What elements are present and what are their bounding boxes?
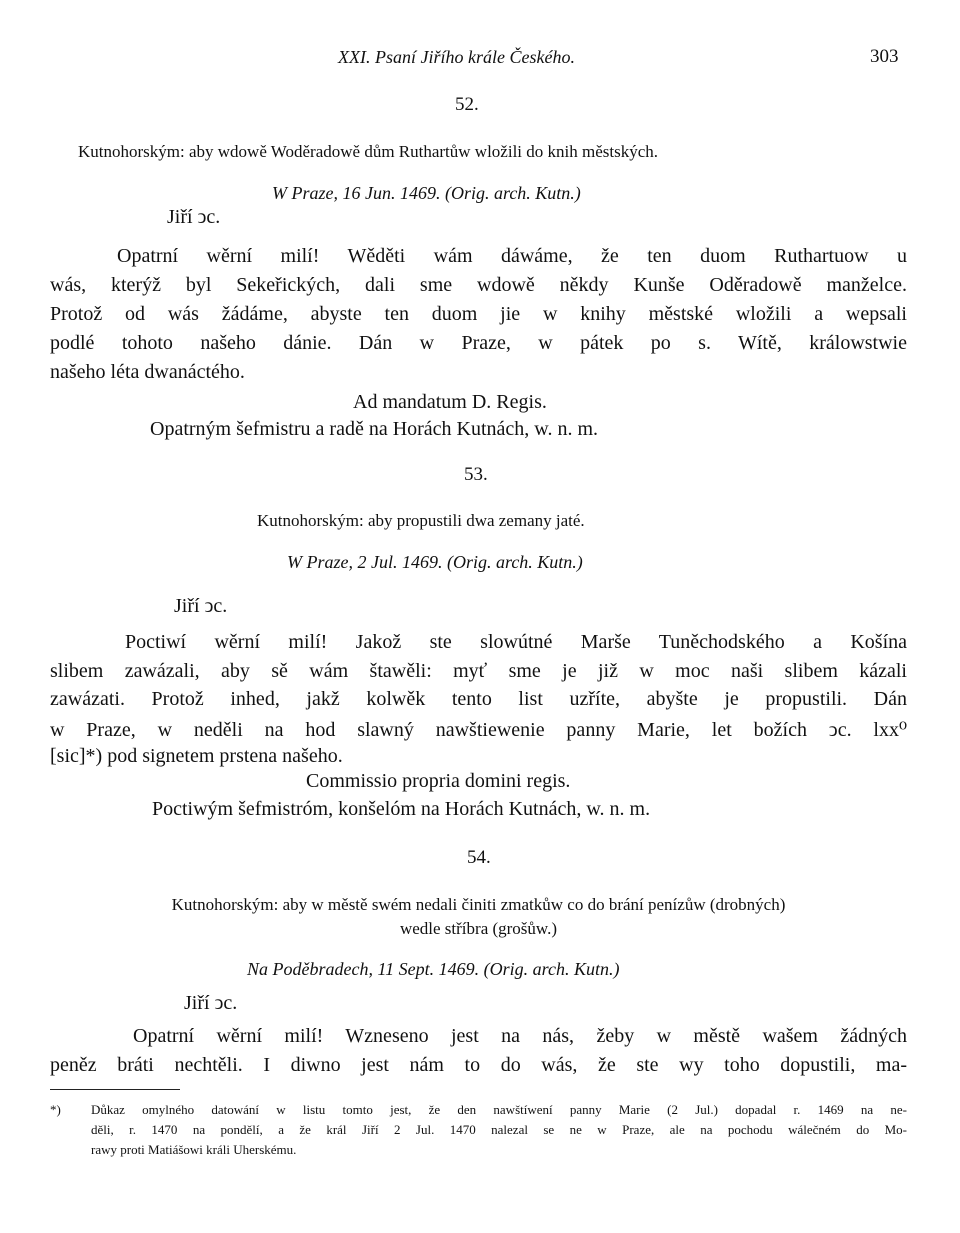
footnote-line: Důkaz omylného datowání w listu tomto jest, že den nawštíwení panny Marie (2 Jul.) dopadal r. 1469 na ne-: [91, 1102, 907, 1117]
page-number: 303: [870, 46, 899, 67]
letter-dateline: Na Poděbradech, 11 Sept. 1469. (Orig. arch. Kutn.): [247, 959, 620, 979]
footnote-rule: [50, 1089, 180, 1090]
letter-number: 54.: [467, 847, 491, 868]
footnote-line: rawy proti Matiášowi králi Uherskému.: [91, 1142, 297, 1157]
letter-salutation: Jiří ↄc.: [184, 992, 238, 1014]
letter-summary: Kutnohorským: aby wdowě Woděradowě dům Ruthartůw wložili do knih městských.: [78, 142, 659, 161]
letter-salutation: Jiří ↄc.: [174, 595, 228, 617]
letter-address: Poctiwým šefmistróm, konšelóm na Horách Kutnách, w. n. m.: [152, 798, 651, 820]
letter-dateline: W Praze, 2 Jul. 1469. (Orig. arch. Kutn.): [287, 552, 583, 572]
letter-text-line: wás, kterýž byl Sekeřických, dali sme wdowě někdy Kunše Oděradowě manželce.: [50, 274, 907, 296]
letter-summary-continued: wedle stříbra (grošůw.): [399, 919, 558, 938]
letter-text-line: [sic]*) pod signetem prstena našeho.: [50, 745, 343, 767]
letter-dateline: W Praze, 16 Jun. 1469. (Orig. arch. Kutn.): [272, 183, 581, 203]
letter-salutation: Jiří ↄc.: [167, 206, 221, 228]
running-title: XXI. Psaní Jiřího krále Českého.: [338, 47, 575, 67]
letter-text-line: slibem zawázali, aby sě wám štawěli: myť sme je již w moc naši slibem kázali: [50, 660, 907, 682]
letter-text-line: peněz bráti nechtěli. I diwno jest nám to do wás, že ste wy toho dopustili, ma-: [50, 1054, 907, 1076]
letter-number: 52.: [455, 94, 479, 115]
letter-text-line: Protož od wás žádáme, abyste ten duom jie w knihy městské wložili a wepsali: [50, 303, 907, 325]
letter-text-line: zawázati. Protož inhed, jakž kolwěk tento list uzříte, abyšte je propustili. Dán: [50, 688, 907, 710]
letter-text-line: podlé tohoto našeho dánie. Dán w Praze, w pátek po s. Wítě, králowstwie: [50, 332, 907, 354]
letter-summary: Kutnohorským: aby propustili dwa zemany jaté.: [257, 511, 585, 530]
letter-address: Opatrným šefmistru a radě na Horách Kutnách, w. n. m.: [150, 418, 599, 440]
letter-number: 53.: [464, 464, 488, 485]
footnote-marker: *): [50, 1102, 61, 1117]
letter-text-line: w Praze, w neděli na hod slawný nawštiewenie panny Marie, let božích ↄc. lxx⁰: [50, 719, 907, 741]
letter-summary: Kutnohorským: aby w městě swém nedali činiti zmatkůw co do brání penízůw (drobných): [171, 895, 786, 914]
letter-text-line: Poctiwí wěrní milí! Jakož ste slowútné Marše Tuněchodského a Košína: [125, 631, 907, 653]
letter-closing: Ad mandatum D. Regis.: [353, 391, 547, 413]
letter-text-line: Opatrní wěrní milí! Wěděti wám dáwáme, že ten duom Ruthartuow u: [117, 245, 907, 267]
letter-text-line: našeho léta dwanáctého.: [50, 361, 245, 383]
letter-closing: Commissio propria domini regis.: [306, 770, 571, 792]
letter-text-line: Opatrní wěrní milí! Wzneseno jest na nás, žeby w městě wašem žádných: [133, 1025, 907, 1047]
footnote-line: děli, r. 1470 na pondělí, a že král Jiří 2 Jul. 1470 nalezal se ne w Praze, ale na pochodu wálečném do Mo-: [91, 1122, 907, 1137]
